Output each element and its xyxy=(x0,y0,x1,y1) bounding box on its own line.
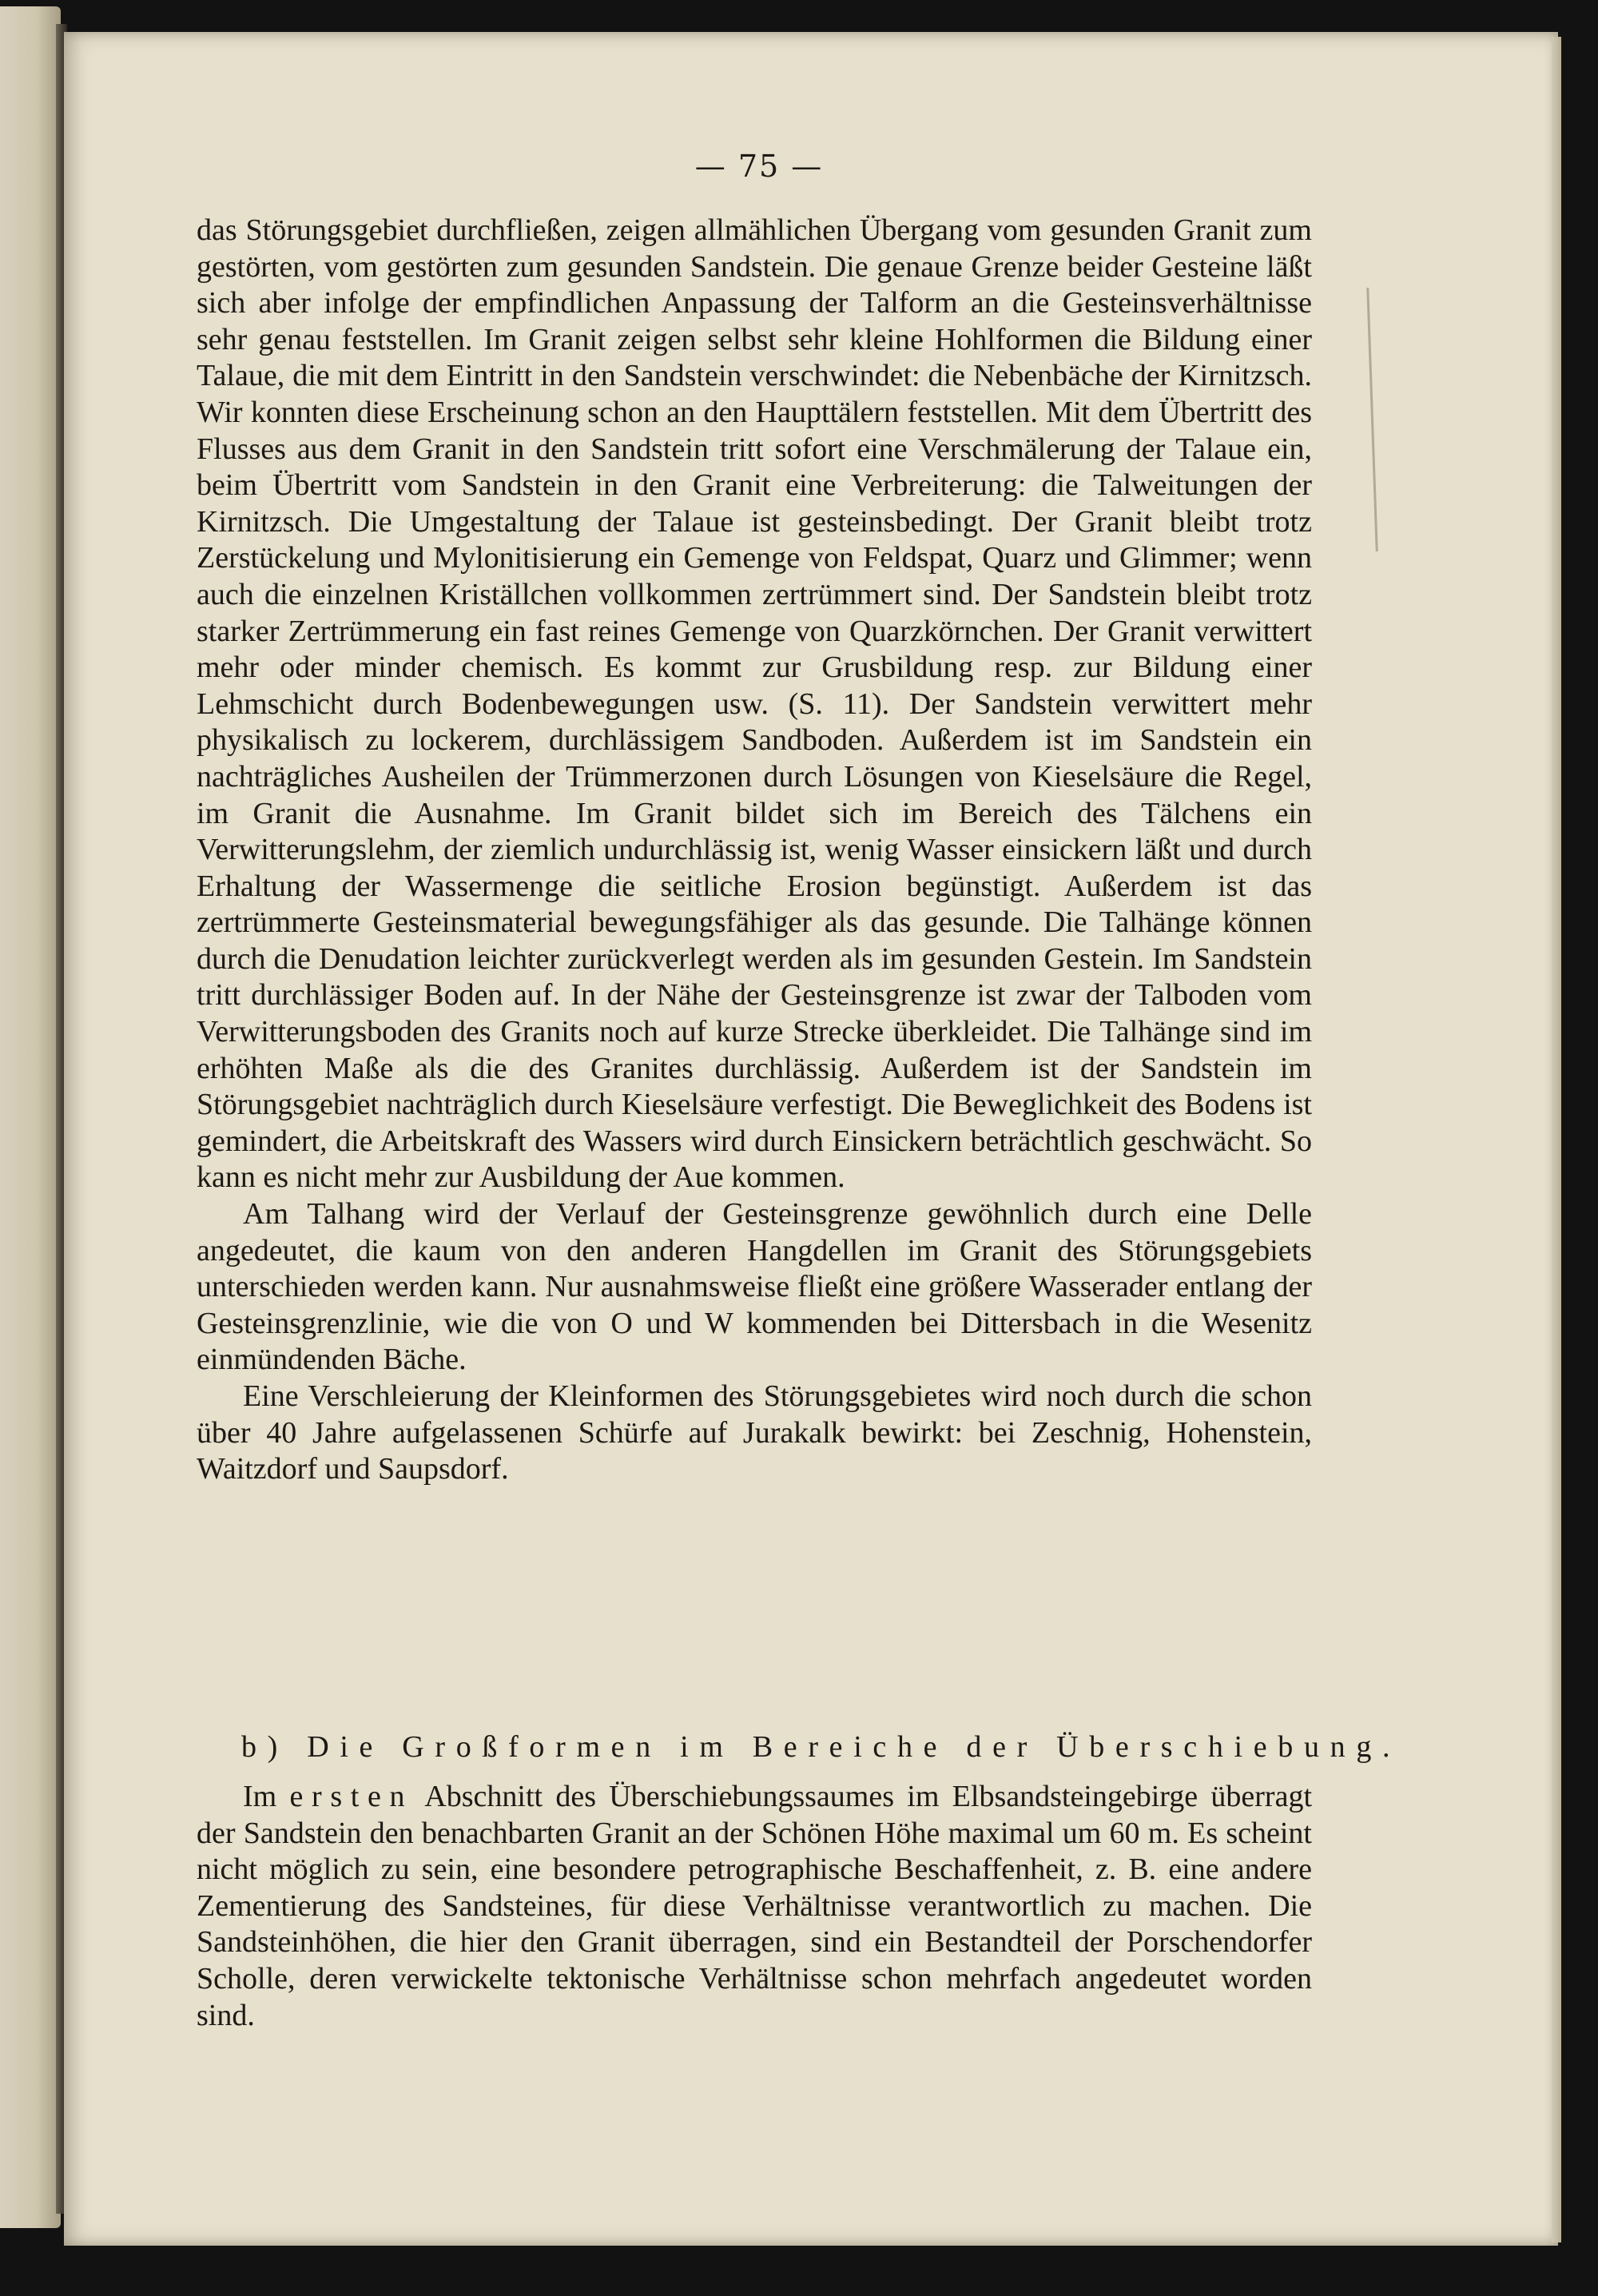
paragraph-2: Am Talhang wird der Verlauf der Gesteinsgrenze gewöhnlich durch eine Delle angedeutet, die kaum von den anderen Hangdellen im Granit des Störungsgebiets unterschieden werden kann. Nur ausnahmsweise fließt eine größere Wasserader entlang der Gesteinsgrenzlinie, wie die von O und W kommenden bei Dittersbach in die Wesenitz einmündenden Bäche. xyxy=(197,1197,1312,1377)
paragraph-4-emphasis: ersten xyxy=(289,1780,414,1813)
previous-page-edge xyxy=(0,6,61,2228)
paragraph-4-lead: Im xyxy=(243,1780,277,1813)
section-body-text xyxy=(197,1779,1312,2034)
page-stack-edge xyxy=(1552,37,1561,2242)
page-number: — 75 — xyxy=(694,149,824,184)
paragraph-3: Eine Verschleierung der Kleinformen des Störungsgebietes wird noch durch die schon über 40 Jahre aufgelassenen Schürfe auf Jurakalk bewirkt: bei Zeschnig, Hohenstein, Waitzdorf und Saupsdorf. xyxy=(197,1379,1312,1486)
body-text xyxy=(197,213,1312,1488)
paragraph-1: das Störungsgebiet durchfließen, zeigen allmählichen Übergang vom gesunden Granit zum gestörten, vom gestörten zum gesunden Sandstein. Die genaue Grenze beider Gesteine läßt sich aber infolge der empfindlichen Anpassung der Talform an die Gesteinsverhältnisse sehr genau feststellen. Im Granit zeigen selbst sehr kleine Hohlformen die Bildung einer Talaue, die mit dem Eintritt in den Sandstein verschwindet: die Nebenbäche der Kirnitzsch. Wir konnten diese Erscheinung schon an den Haupttälern feststellen. Mit dem Übertritt des Flusses aus dem Granit in den Sandstein tritt sofort eine Verschmälerung der Talaue ein, beim Übertritt vom Sandstein in den Granit eine Verbreiterung: die Talweitungen der Kirnitzsch. Die Umgestaltung der Talaue ist gesteinsbedingt. Der Granit bleibt trotz Zerstückelung und Mylonitisierung ein Gemenge von Feldspat, Quarz und Glimmer; wenn auch die einzelnen Kriställchen vollkommen zertrümmert sind. Der Sandstein bleibt trotz starker Zertrümmerung ein fast reines Gemenge von Quarzkörnchen. Der Granit verwittert mehr oder minder chemisch. Es kommt zur Grusbildung resp. zur Bildung einer Lehmschicht durch Bodenbewegungen usw. (S. 11). Der Sandstein verwittert mehr physikalisch zu lockerem, durchlässigem Sandboden. Außerdem ist im Sandstein ein nachträgliches Ausheilen der Trümmerzonen durch Lösungen von Kieselsäure die Regel, im Granit die Ausnahme. Im Granit bildet sich im Bereich des Tälchens ein Verwitterungslehm, der ziemlich undurchlässig ist, wenig Wasser einsickern läßt und durch Erhaltung der Wassermenge die seitliche Erosion begünstigt. Außerdem ist das zertrümmerte Gesteinsmaterial bewegungsfähiger als das gesunde. Die Talhänge können durch die Denudation leichter zurückverlegt werden als im gesunden Gestein. Im Sandstein tritt durchlässiger Boden auf. In der Nähe der Gesteinsgrenze ist zwar der Talboden vom Verwitterungsboden des Granits noch auf kurze Strecke überkleidet. Die Talhänge sind im erhöhten Maße als die des Granites durchlässig. Außerdem ist der Sandstein im Störungsgebiet nachträglich durch Kieselsäure verfestigt. Die Beweglichkeit des Bodens ist gemindert, die Arbeitskraft des Wassers wird durch Einsickern beträchtlich geschwächt. So kann es nicht mehr zur Ausbildung der Aue kommen. xyxy=(197,213,1312,1195)
paragraph-4 xyxy=(197,1779,1312,2034)
paragraph-4-rest: Abschnitt des Überschiebungssaumes im Elbsandsteingebirge überragt der Sandstein den benachbarten Granit an der Schönen Höhe maximal um 60 m. Es scheint nicht möglich zu sein, eine besondere petrographische Beschaffenheit, z. B. eine andere Zementierung des Sandsteines, für diese Verhältnisse verantwortlich zu machen. Die Sandsteinhöhen, die hier den Granit überragen, sind ein Bestandteil der Porschendorfer Scholle, deren verwickelte tektonische Verhältnisse schon mehrfach angedeutet worden sind. xyxy=(197,1780,1313,2032)
section-heading: b) Die Großformen im Bereiche der Überschiebung. xyxy=(241,1730,1401,1764)
